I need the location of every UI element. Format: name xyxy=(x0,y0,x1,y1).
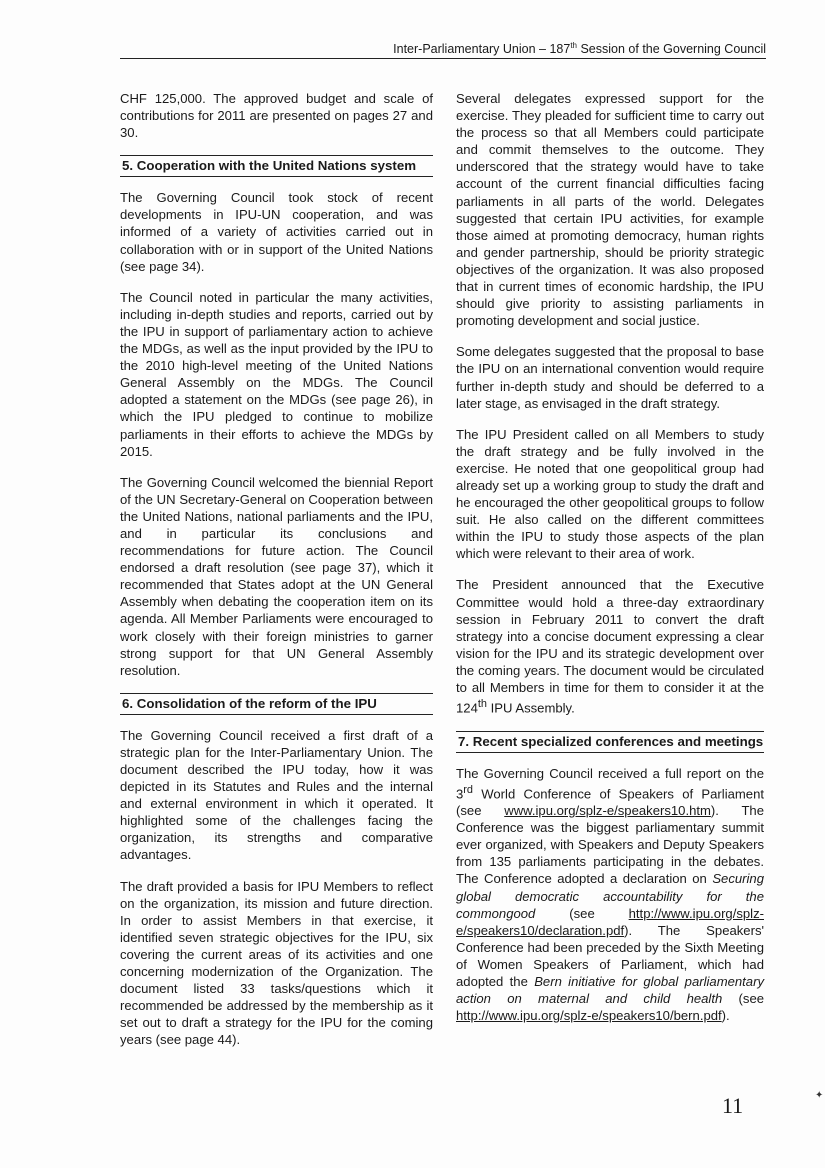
link-bern-pdf[interactable]: http://www.ipu.org/splz-e/speakers10/bern.pdf xyxy=(456,1008,722,1024)
paragraph: Some delegates suggested that the proposal to base the IPU on an international convention would require further in-depth study and should be deferred to a later stage, as envisaged in the draft strategy. xyxy=(456,344,764,411)
paragraph: The Governing Council took stock of recent developments in IPU-UN cooperation, and was informed of a variety of activities carried out in collaboration with or in support of the United Nations (see page 34). xyxy=(120,190,433,274)
left-column xyxy=(120,90,433,1063)
paragraph: CHF 125,000. The approved budget and scale of contributions for 2011 are presented on pages 27 and 30. xyxy=(120,91,433,141)
section-heading-7: 7. Recent specialized conferences and meetings xyxy=(456,731,764,753)
link-speakers10[interactable]: www.ipu.org/splz-e/speakers10.htm xyxy=(504,803,711,819)
paragraph: The Governing Council welcomed the biennial Report of the UN Secretary-General on Cooperation between the United Nations, national parliaments and the IPU, and in particular its conclusions and recommendations for future action. The Council endorsed a draft resolution (see page 37), which it recommended that States adopt at the UN General Assembly when debating the cooperation item on its agenda. All Member Parliaments were encouraged to work closely with their foreign ministries to garner strong support for that UN General Assembly resolution. xyxy=(120,474,433,678)
right-column xyxy=(456,90,764,1038)
scan-edge-mark: ✦ xyxy=(815,1090,824,1101)
paragraph: The President announced that the Executive Committee would hold a three-day extraordinary session in February 2011 to convert the draft strategy into a concise document expressing a clear vision for the IPU and its strategic development over the coming years. The document would be circulated to all Members in time for them to consider it at the 124th IPU Assembly. xyxy=(456,577,764,716)
paragraph: The Governing Council received a first draft of a strategic plan for the Inter-Parliamentary Union. The document described the IPU today, how it was depicted in its Statutes and Rules and the internal and external environment in which it operated. It highlighted some of the challenges facing the organization, its strengths and comparative advantages. xyxy=(120,727,433,863)
running-header: Inter-Parliamentary Union – 187th Session of the Governing Council xyxy=(120,38,766,59)
paragraph: The IPU President called on all Members to study the draft strategy and be fully involved in the exercise. He noted that one geopolitical group had already set up a working group to study the draft and he encouraged the other geopolitical groups to follow suit. He also called on the different committees within the IPU to study those aspects of the plan which were relevant to their area of work. xyxy=(456,426,764,562)
link-declaration-pdf[interactable]: http://www.ipu.org/splz-e/speakers10/declaration.pdf xyxy=(456,905,764,938)
page-number: 11 xyxy=(722,1093,744,1118)
paragraph: The Council noted in particular the many activities, including in-depth studies and reports, carried out by the IPU in support of parliamentary action to achieve the MDGs, as well as the input provided by the IPU to the 2010 high-level meeting of the United Nations General Assembly on the MDGs. The Council adopted a statement on the MDGs (see page 26), in which the IPU pledged to continue to mobilize parliaments in their efforts to achieve the MDGs by 2015. xyxy=(120,289,433,459)
paragraph: The Governing Council received a full report on the 3rd World Conference of Speakers of Parliament (see www.ipu.org/splz-e/speakers10.htm). The Conference was the biggest parliamentary summit ever organized, with Speakers and Deputy Speakers from 135 parliaments participating in the debates. The Conference adopted a declaration on Securing global democratic accountability for the commongood (see http://www.ipu.org/splz-e/speakers10/declaration.pdf). The Speakers' Conference had been preceded by the Sixth Meeting of Women Speakers of Parliament, which had adopted the Bern initiative for global parliamentary action on maternal and child health (see http://www.ipu.org/splz-e/speakers10/bern.pdf). xyxy=(456,765,765,1024)
section-heading-5: 5. Cooperation with the United Nations system xyxy=(120,155,433,177)
paragraph: The draft provided a basis for IPU Members to reflect on the organization, its mission and future direction. In order to assist Members in that exercise, it identified seven strategic objectives for the IPU, six covering the current areas of its activities and one concerning modernization of the Organization. The document listed 33 tasks/questions which it recommended be addressed by the membership as it set out to draft a strategy for the IPU for the coming years (see page 44). xyxy=(120,878,433,1048)
paragraph: Several delegates expressed support for the exercise. They pleaded for sufficient time to carry out the process so that all Members could participate and commit themselves to the outcome. They underscored that the strategy would have to take account of the current financial difficulties facing parliaments in all parts of the world. Delegates suggested that certain IPU activities, for example those aimed at promoting democracy, human rights and gender partnership, should be priority strategic objectives of the organization. It was also proposed that in current times of economic hardship, the IPU should give priority to assisting parliaments in promoting development and social justice. xyxy=(456,91,764,329)
section-heading-6: 6. Consolidation of the reform of the IPU xyxy=(120,693,433,715)
